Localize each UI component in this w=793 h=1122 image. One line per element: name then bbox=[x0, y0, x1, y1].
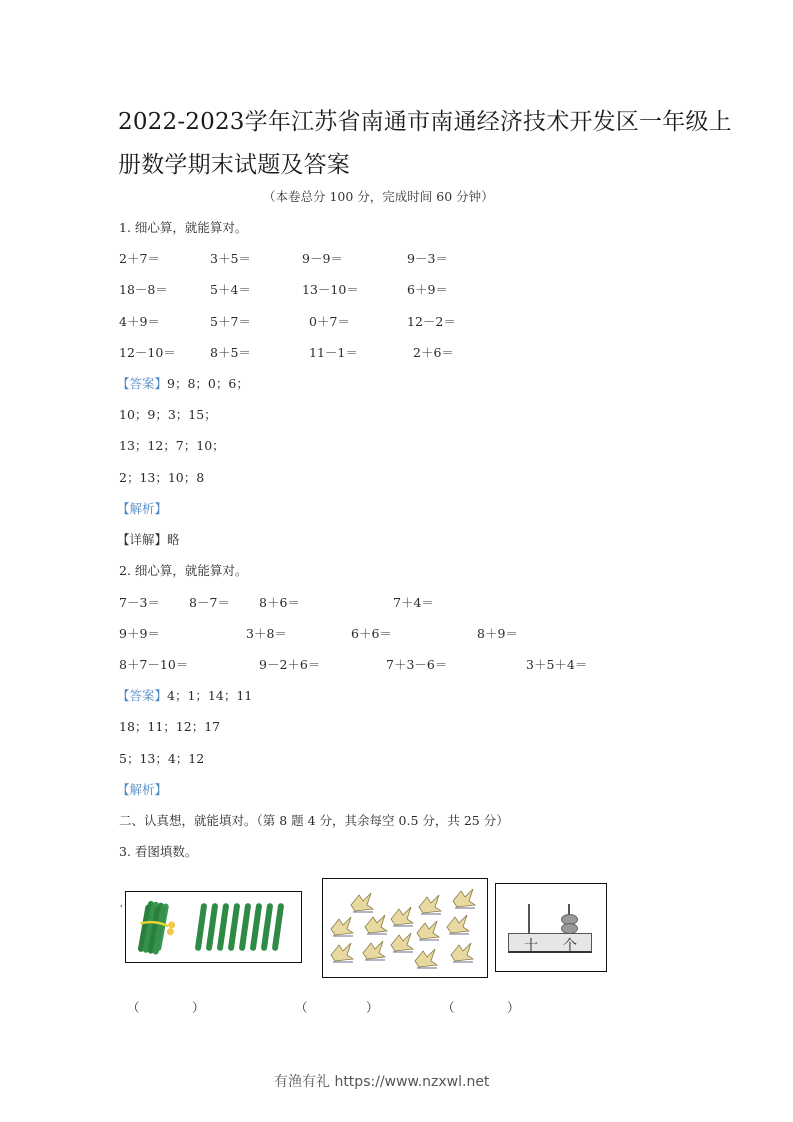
abacus-base bbox=[508, 933, 592, 953]
q1-answer-line: 10；9；3；15； bbox=[119, 407, 217, 422]
q1-problem: 5＋7＝ bbox=[210, 314, 251, 329]
answer-blank-close: ） bbox=[366, 1000, 379, 1015]
doc-title-line2: 册数学期末试题及答案 bbox=[118, 152, 350, 178]
q1-detail bbox=[117, 530, 180, 548]
q1-problem: 13－10＝ bbox=[302, 282, 359, 297]
q1-problem: 9－9＝ bbox=[302, 251, 343, 266]
tens-label: 十 bbox=[524, 938, 538, 954]
q2-answer-line: 18；11；12；17 bbox=[119, 719, 221, 734]
q1-answer-line: 13；12；7；10； bbox=[119, 438, 225, 453]
q1-answer bbox=[117, 374, 249, 392]
q1-problem: 12－2＝ bbox=[407, 314, 456, 329]
q2-problem: 8＋7－10＝ bbox=[119, 657, 189, 672]
figure-birds bbox=[322, 878, 488, 978]
sticks-icon bbox=[126, 892, 300, 961]
q2-problem: 8＋9＝ bbox=[477, 626, 518, 641]
q2-problem: 9－2＋6＝ bbox=[259, 657, 321, 672]
q1-problem: 4＋9＝ bbox=[119, 314, 160, 329]
tens-rod bbox=[528, 904, 530, 934]
q2-problem: 7＋3－6＝ bbox=[386, 657, 448, 672]
answer-label: 【答案】 bbox=[117, 688, 168, 703]
q2-problem: 6＋6＝ bbox=[351, 626, 392, 641]
answer-blank-open: （ bbox=[295, 1000, 308, 1015]
answer-blank-open: （ bbox=[442, 1000, 455, 1015]
q2-heading: 2. 细心算，就能算对。 bbox=[119, 563, 248, 578]
q2-problem: 7＋4＝ bbox=[393, 595, 434, 610]
answer-blank-open: （ bbox=[127, 1000, 140, 1015]
q1-heading: 1. 细心算，就能算对。 bbox=[119, 220, 248, 235]
figure-sticks bbox=[125, 891, 302, 963]
figure-abacus bbox=[495, 883, 607, 972]
stray-mark: , bbox=[120, 899, 123, 909]
q1-problem: 11－1＝ bbox=[309, 345, 358, 360]
doc-subtitle: （本卷总分 100 分，完成时间 60 分钟） bbox=[263, 189, 494, 204]
q1-problem: 8＋5＝ bbox=[210, 345, 251, 360]
doc-title-line1: 2022-2023学年江苏省南通市南通经济技术开发区一年级上 bbox=[118, 109, 732, 135]
q1-analysis-label: 【解析】 bbox=[117, 501, 168, 516]
q1-problem: 12－10＝ bbox=[119, 345, 176, 360]
q1-problem: 3＋5＝ bbox=[210, 251, 251, 266]
q1-problem: 18－8＝ bbox=[119, 282, 168, 297]
birds-icon bbox=[323, 879, 486, 976]
q2-problem: 8＋6＝ bbox=[259, 595, 300, 610]
q2-answer bbox=[117, 686, 252, 704]
q3-heading: 3. 看图填数。 bbox=[119, 844, 198, 859]
detail-label: 【详解】 bbox=[117, 532, 168, 547]
q1-problem: 0＋7＝ bbox=[309, 314, 350, 329]
q1-problem: 2＋6＝ bbox=[413, 345, 454, 360]
q2-problem: 9＋9＝ bbox=[119, 626, 160, 641]
q1-problem: 6＋9＝ bbox=[407, 282, 448, 297]
ones-label: 个 bbox=[563, 938, 577, 954]
q1-answer-line: 2；13；10；8 bbox=[119, 470, 205, 485]
q2-analysis-label: 【解析】 bbox=[117, 782, 168, 797]
q1-problem: 9－3＝ bbox=[407, 251, 448, 266]
answer-text: 4；1；14；11 bbox=[167, 688, 253, 703]
section2-heading: 二、认真想，就能填对。（第 8 题 4 分，其余每空 0.5 分，共 25 分） bbox=[119, 813, 509, 828]
q2-problem: 7－3＝ bbox=[119, 595, 160, 610]
q1-problem: 5＋4＝ bbox=[210, 282, 251, 297]
q1-problem: 2＋7＝ bbox=[119, 251, 160, 266]
answer-blank-close: ） bbox=[507, 1000, 520, 1015]
q2-problem: 8－7＝ bbox=[189, 595, 230, 610]
q2-answer-line: 5；13；4；12 bbox=[119, 751, 205, 766]
detail-text: 略 bbox=[167, 532, 180, 547]
q2-problem: 3＋5＋4＝ bbox=[526, 657, 588, 672]
answer-blank-close: ） bbox=[192, 1000, 205, 1015]
answer-text: 9；8；0；6； bbox=[167, 376, 249, 391]
q2-problem: 3＋8＝ bbox=[246, 626, 287, 641]
answer-label: 【答案】 bbox=[117, 376, 168, 391]
footer-watermark: 有渔有礼 https://www.nzxwl.net bbox=[274, 1074, 490, 1090]
